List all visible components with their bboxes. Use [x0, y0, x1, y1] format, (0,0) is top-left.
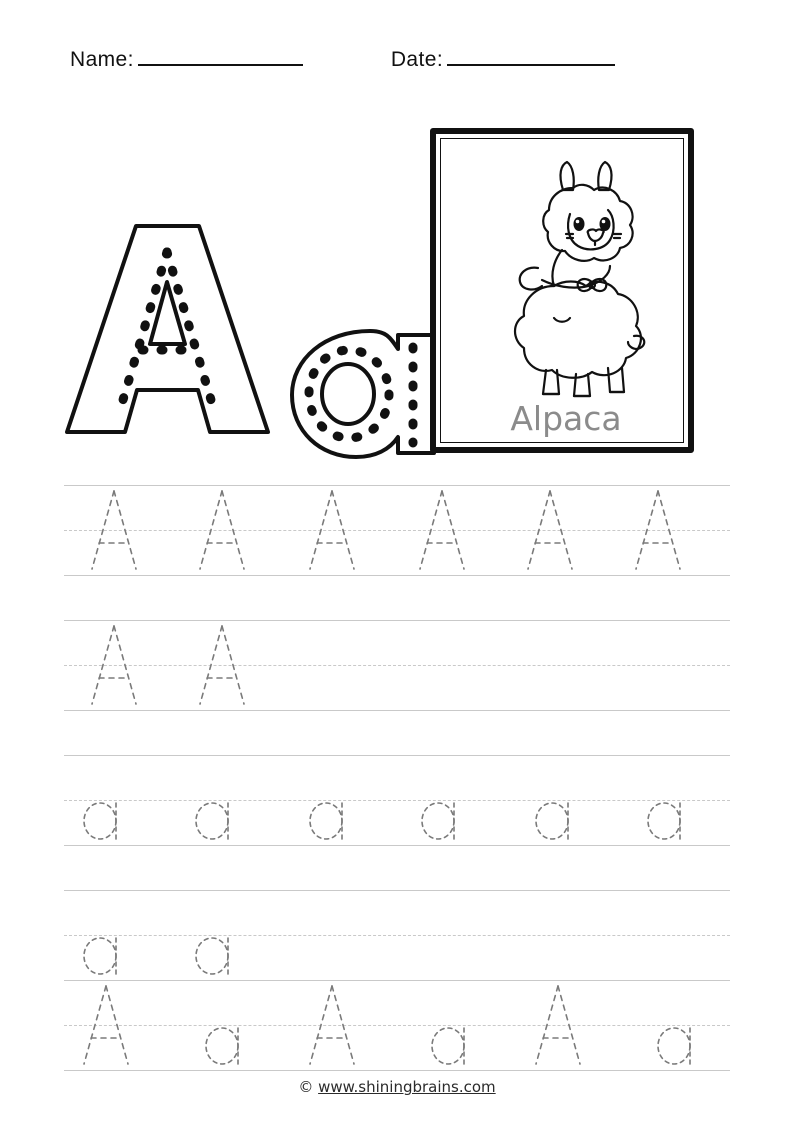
alpaca-icon — [442, 140, 690, 440]
practice-row-uppercase-guided — [64, 620, 730, 710]
rule-bottom — [64, 845, 730, 846]
footer — [0, 1078, 794, 1096]
date-label: Date: — [390, 48, 444, 71]
rule-bottom — [64, 575, 730, 576]
date-field — [391, 48, 615, 72]
date-input-line[interactable] — [447, 49, 615, 66]
showcase-uppercase-letter — [60, 218, 275, 448]
practice-row-lowercase-full — [64, 755, 730, 845]
practice-row-uppercase-full — [64, 485, 730, 575]
worksheet-header — [0, 48, 794, 72]
showcase-lowercase-letter — [282, 323, 442, 468]
picture-word: Alpaca — [510, 399, 622, 438]
name-field — [70, 48, 303, 72]
name-input-line[interactable] — [138, 49, 303, 66]
copyright-symbol: © — [298, 1078, 314, 1096]
rule-bottom — [64, 1070, 730, 1071]
practice-row-mixed — [64, 980, 730, 1070]
letter-showcase — [0, 118, 794, 458]
rule-bottom — [64, 710, 730, 711]
practice-row-lowercase-guided — [64, 890, 730, 980]
website-link[interactable]: www.shiningbrains.com — [318, 1078, 496, 1096]
name-label: Name: — [70, 48, 134, 71]
picture-card — [430, 128, 694, 453]
